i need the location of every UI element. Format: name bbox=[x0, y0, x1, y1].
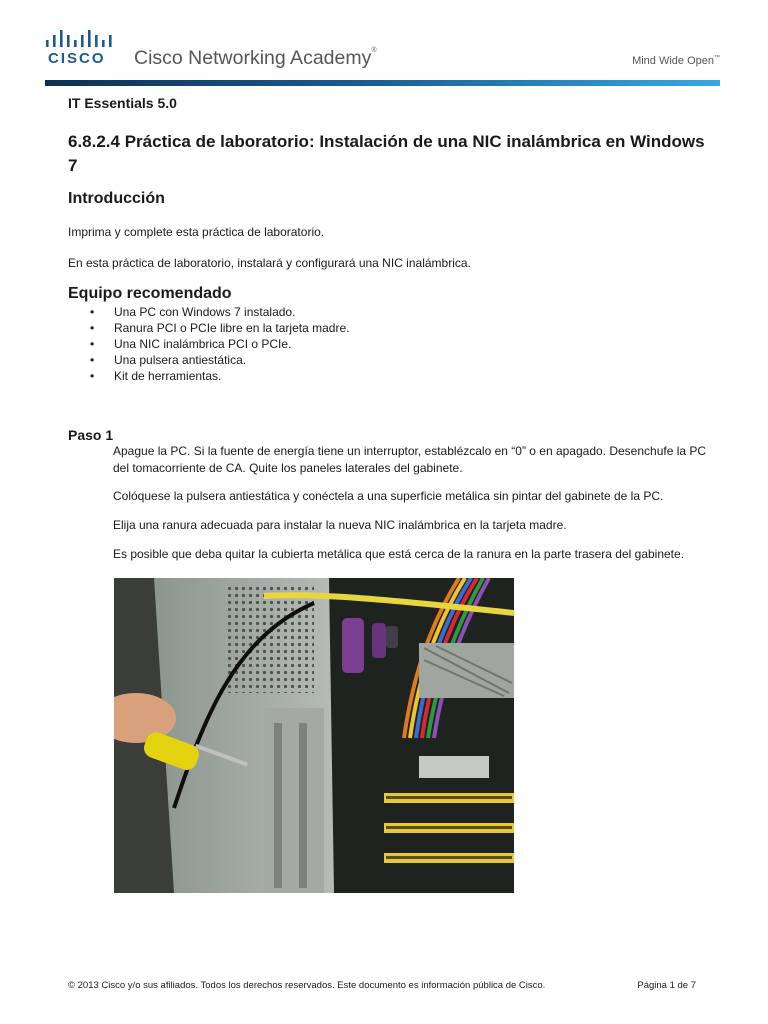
cisco-logo bbox=[45, 30, 125, 70]
step-1-paragraph-1: Apague la PC. Si la fuente de energía tiene un interruptor, establézcalo en “0” o en apagado. Desenchufe la PC del tomacorriente de CA. Quite los paneles laterales del gabinete. bbox=[113, 444, 707, 475]
list-item bbox=[90, 304, 349, 320]
tagline-label: Mind Wide Open bbox=[632, 55, 714, 67]
list-item-text: Kit de herramientas. bbox=[114, 369, 222, 383]
registered-mark: ® bbox=[371, 47, 377, 54]
list-item bbox=[90, 352, 349, 368]
intro-paragraph-2: En esta práctica de laboratorio, instalará y configurará una NIC inalámbrica. bbox=[68, 256, 471, 270]
course-title: IT Essentials 5.0 bbox=[68, 95, 177, 111]
bullet-icon: • bbox=[90, 305, 95, 319]
academy-label: Cisco Networking Academy bbox=[134, 47, 372, 69]
list-item bbox=[90, 368, 349, 384]
step-1-paragraph-4: Es posible que deba quitar la cubierta metálica que está cerca de la ranura en la parte trasera del gabinete. bbox=[113, 547, 685, 561]
bullet-icon: • bbox=[90, 337, 95, 351]
academy-name bbox=[134, 47, 377, 70]
pc-interior-photo bbox=[114, 578, 514, 893]
page-header bbox=[0, 0, 768, 90]
bullet-icon: • bbox=[90, 353, 95, 367]
list-item bbox=[90, 336, 349, 352]
list-item-text: Ranura PCI o PCIe libre en la tarjeta madre. bbox=[114, 321, 350, 335]
list-item bbox=[90, 320, 349, 336]
step-1-heading: Paso 1 bbox=[68, 427, 114, 443]
list-item-text: Una pulsera antiestática. bbox=[114, 353, 247, 367]
header-rule bbox=[45, 80, 720, 86]
tagline bbox=[632, 55, 720, 67]
page-title: 6.8.2.4 Práctica de laboratorio: Instalación de una NIC inalámbrica en Windows 7 bbox=[68, 132, 705, 175]
trademark-mark: ™ bbox=[714, 55, 720, 61]
list-item-text: Una PC con Windows 7 instalado. bbox=[114, 305, 296, 319]
page-number: Página 1 de 7 bbox=[637, 980, 696, 991]
intro-paragraph-1: Imprima y complete esta práctica de laboratorio. bbox=[68, 225, 325, 239]
cisco-bars-icon bbox=[45, 30, 115, 50]
cisco-wordmark: CISCO bbox=[48, 50, 106, 67]
step-1-paragraph-2: Colóquese la pulsera antiestática y conéctela a una superficie metálica sin pintar del gabinete de la PC. bbox=[113, 489, 664, 503]
copyright-note: © 2013 Cisco y/o sus afiliados. Todos los derechos reservados. Este documento es información pública de Cisco. bbox=[68, 980, 546, 991]
bullet-icon: • bbox=[90, 369, 95, 383]
step-1-paragraph-3: Elija una ranura adecuada para instalar la nueva NIC inalámbrica en la tarjeta madre. bbox=[113, 518, 567, 532]
equipment-list bbox=[90, 304, 349, 384]
intro-heading: Introducción bbox=[68, 190, 165, 207]
bullet-icon: • bbox=[90, 321, 95, 335]
equipment-heading: Equipo recomendado bbox=[68, 285, 232, 302]
pc-interior-illustration bbox=[114, 578, 514, 893]
list-item-text: Una NIC inalámbrica PCI o PCIe. bbox=[114, 337, 292, 351]
